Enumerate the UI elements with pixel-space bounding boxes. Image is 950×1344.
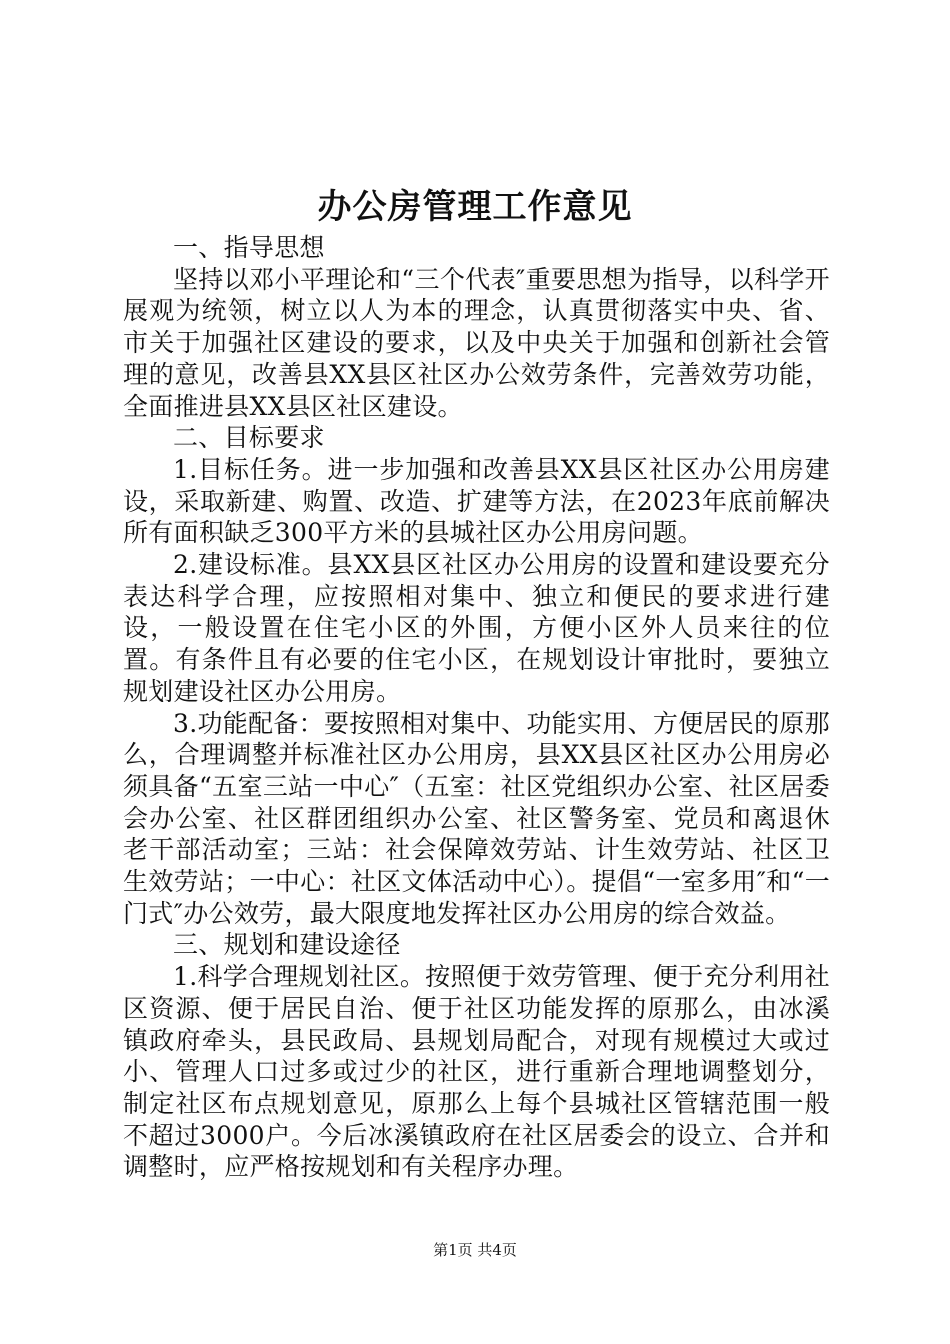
page-footer: 第1页 共4页 bbox=[433, 1241, 517, 1259]
paragraph: 1.科学合理规划社区。按照便于效劳管理、便于充分利用社区资源、便于居民自治、便于社区功能发挥的原那么，由冰溪镇政府牵头，县民政局、县规划局配合，对现有规模过大或过小、管理人口过多或过少的社区，进行重新合理地调整划分，制定社区布点规划意见，原那么上每个县城社区管辖范围一般不超过3000户。今后冰溪镇政府在社区居委会的设立、合并和调整时，应严格按规划和有关程序办理。 bbox=[123, 962, 830, 1182]
paragraph: 3.功能配备：要按照相对集中、功能实用、方便居民的原那么，合理调整并标准社区办公用房，县XX县区社区办公用房必须具备“五室三站一中心″（五室：社区党组织办公室、社区居委会办公室、社区群团组织办公室、社区警务室、党员和离退休老干部活动室；三站：社会保障效劳站、计生效劳站、社区卫生效劳站；一中心：社区文体活动中心）。提倡“一室多用″和“一门式″办公效劳，最大限度地发挥社区办公用房的综合效益。 bbox=[123, 708, 830, 928]
document-title: 办公房管理工作意见 bbox=[317, 187, 633, 227]
paragraph: 坚持以邓小平理论和“三个代表″重要思想为指导，以科学开展观为统领，树立以人为本的理念，认真贯彻落实中央、省、市关于加强社区建设的要求，以及中央关于加强和创新社会管理的意见，改善县XX县区社区办公效劳条件，完善效劳功能，全面推进县XX县区社区建设。 bbox=[123, 264, 830, 421]
paragraph: 1.目标任务。进一步加强和改善县XX县区社区办公用房建设，采取新建、购置、改造、扩建等方法，在2023年底前解决所有面积缺乏300平方米的县城社区办公用房问题。 bbox=[123, 454, 830, 548]
section-heading-1: 一、指导思想 bbox=[173, 233, 325, 262]
section-heading-2: 二、目标要求 bbox=[173, 423, 325, 453]
paragraph: 2.建设标准。县XX县区社区办公用房的设置和建设要充分表达科学合理，应按照相对集中、独立和便民的要求进行建设，一般设置在住宅小区的外围，方便小区外人员来往的位置。有条件且有必要的住宅小区，在规划设计审批时，要独立规划建设社区办公用房。 bbox=[123, 550, 830, 706]
section-heading-3: 三、规划和建设途径 bbox=[173, 930, 401, 960]
document-body bbox=[123, 232, 830, 1183]
